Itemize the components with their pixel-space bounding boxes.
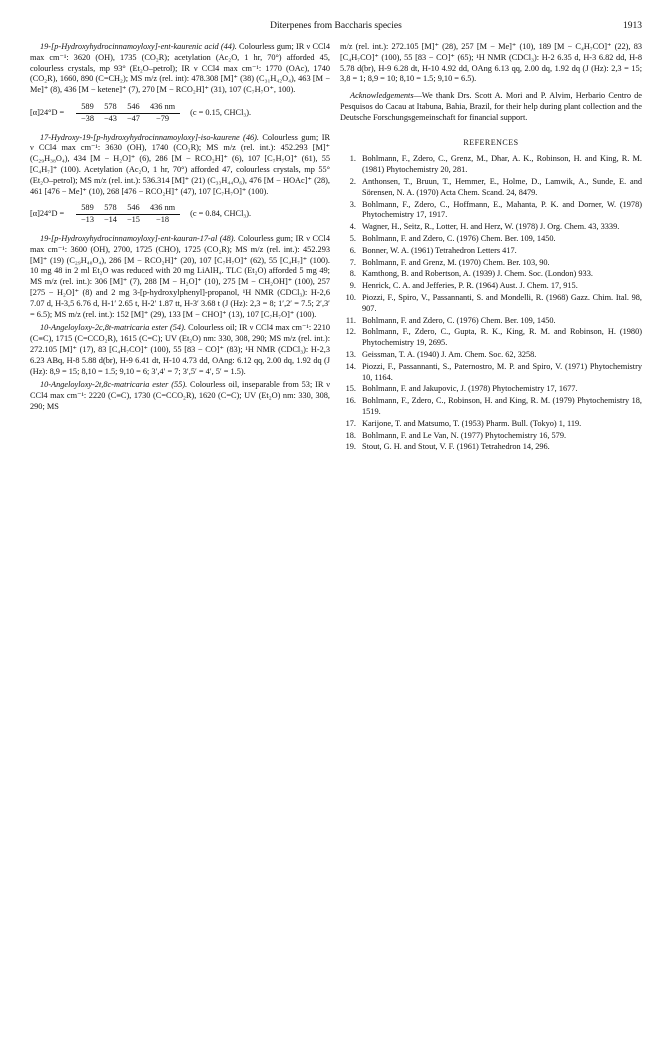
rotation-value: −38 — [81, 113, 94, 123]
reference-text: Kamthong, B. and Robertson, A. (1939) J. Chem. Soc. (London) 933. — [362, 269, 593, 279]
reference-item — [340, 281, 642, 292]
reference-item — [340, 419, 642, 430]
reference-number: 12. — [345, 327, 356, 337]
compound-44-name: 19-[p-Hydroxyhydrocinnamoyloxy]-ent-kaurenic acid (44). — [40, 42, 237, 51]
reference-item — [340, 327, 642, 349]
wavelength: 589 — [76, 102, 99, 113]
rotation-table — [76, 203, 180, 226]
rotation-value: −14 — [103, 215, 117, 225]
reference-number: 19. — [345, 442, 356, 452]
reference-text: Piozzi, F., Spiro, V., Passannanti, S. and Mondelli, R. (1968) Gazz. Chim. Ital. 98, 907. — [362, 292, 642, 313]
reference-item — [340, 396, 642, 418]
reference-text: Bohlmann, F., Zdero, C., Robinson, H. and King, R. M. (1979) Phytochemistry 18, 1519. — [362, 396, 642, 416]
reference-number: 18. — [345, 430, 356, 440]
rotation-value: −13 — [81, 215, 94, 225]
wavelength: 436 nm — [145, 102, 180, 113]
reference-number: 14. — [345, 361, 356, 371]
compound-48-text: Colourless gum; IR ν CCl4 max cm⁻¹: 3600 (OH), 2700, 1725 (CHO), 1725 (CO₂R); MS m/z (rel. int.): 452.293 [M]⁺ (19) (C₂₉H₄₀O₄), 286 [M − RCO₂H]⁺ (20), 107 [C₇H₇O]⁺ (62), 55 [C₄H₇]⁺ (100). 10 mg 48 in 2 ml Et₂O was reduced with 20 mg LiAlH₄. TLC (Et₂O) afforded 5 mg 49; MS m/z (rel. int.): 306 [M]⁺ (7), 288 [M − H₂O]⁺ (10), 275 [M − CH₂OH]⁺ (100), 257 [275 − H₂O]⁺ (8) and 2 mg 3-[p-hydroxylphenyl]-propanol, ¹H NMR (CDCl₃): H-2,6 7.07 d, H-3,5 6.76 d, H-1′ 2.65 t, H-2′ 1.87 tt, H-3′ 3.68 t (J (Hz): 2,3 = 8; 1′,2′ = 7.5; 2′,3′ = 6.5); MS m/z (rel. int.): 152 [M]⁺ (29), 133 [M − CHO]⁺ (13), 107 [C₇H₇O]⁺ (100). — [30, 233, 330, 319]
wavelength: 578 — [99, 203, 122, 214]
reference-item — [340, 154, 642, 176]
reference-item — [340, 258, 642, 269]
compound-46-paragraph — [30, 133, 330, 198]
compound-46-name: 17-Hydroxy-19-[p-hydroxyhydrocinnamoyloxy]-iso-kaurene (46). — [40, 132, 259, 142]
reference-text: Bohlmann, F. and Le Van, N. (1977) Phytochemistry 16, 579. — [362, 430, 567, 440]
compound-48-name: 19-[p-Hydroxyhydrocinnamoyloxy]-ent-kauran-17-al (48). — [40, 233, 236, 243]
reference-number: 15. — [345, 384, 356, 394]
reference-text: Stout, G. H. and Stout, V. F. (1961) Tetrahedron 14, 296. — [362, 442, 550, 452]
reference-text: Bohlmann, F., Zdero, C., Grenz, M., Dhar, A. K., Robinson, H. and King, R. M. (1981) Phytochemistry 20, 281. — [362, 154, 642, 175]
reference-list — [340, 154, 642, 453]
reference-number: 7. — [349, 257, 356, 267]
reference-text: Wagner, H., Seitz, R., Lotter, H. and Herz, W. (1978) J. Org. Chem. 43, 3339. — [362, 222, 620, 232]
right-column — [340, 42, 642, 454]
rotation-value: −18 — [156, 215, 169, 225]
rotation-value: −47 — [126, 113, 140, 123]
reference-text: Piozzi, F., Passannanti, S., Paternostro, M. P. and Spiro, V. (1971) Phytochemistry 10, 1164. — [362, 361, 642, 382]
reference-text: Karijone, T. and Matsumo, T. (1953) Pharm. Bull. (Tokyo) 1, 119. — [362, 418, 582, 428]
page-number: 1913 — [623, 21, 642, 31]
acknowledgements — [340, 91, 642, 123]
rotation-label: [α]24°D = — [30, 107, 65, 117]
reference-item — [340, 384, 642, 395]
wavelength: 546 — [122, 203, 145, 214]
reference-item — [340, 350, 642, 361]
reference-number: 11. — [345, 315, 356, 325]
reference-item — [340, 234, 642, 245]
left-column — [30, 42, 330, 416]
reference-number: 5. — [349, 233, 356, 243]
compound-55-name: 10-Angeloyloxy-2t,8c-matricaria ester (55). — [40, 380, 188, 390]
compound-55-paragraph — [30, 380, 330, 412]
compound-54-name: 10-Angeloyloxy-2c,8t-matricaria ester (54). — [40, 323, 186, 333]
reference-item — [340, 431, 642, 442]
wavelength: 578 — [99, 102, 122, 113]
reference-text: Bohlmann, F. and Zdero, C. (1976) Chem. Ber. 109, 1450. — [362, 233, 556, 243]
reference-text: Bohlmann, F., Zdero, C., Gupta, R. K., King, R. M. and Robinson, H. (1980) Phytochemistry 19, 2695. — [362, 327, 642, 348]
compound-46-text: Colourless gum; IR ν CCl4 max cm⁻¹: 3630 (OH), 1740 (CO₂R); MS m/z (rel. int.): 452.293 [M]⁺ (C₂₉H₃₈O₄), 434 [M − H₂O]⁺ (6), 286 [M − RCO₂H]⁺ (6), 107 [C₇H₇O]⁺ (61), 55 [C₄H₇]⁺ (100). Acetylation (Ac₂O, 1 hr, 70°) afforded 47, colourless crystals, mp 55° (Et₂O–petrol); MS m/z (rel. int.): 536.314 [M]⁺ (21) (C₃₃H₄₄O₆), 476 [M − HOAc]⁺ (28), 461 [476 − Me]⁺ (10), 268 [476 − RCO₂H]⁺ (47), 107 [C₇H₇O]⁺ (100). — [30, 132, 331, 196]
reference-text: Bohlmann, F. and Grenz, M. (1970) Chem. Ber. 103, 90. — [362, 257, 550, 267]
reference-number: 9. — [349, 281, 356, 291]
reference-item — [340, 316, 642, 327]
acknowledgements-text: —We thank Drs. Scott A. Mori and P. Alvim, Herbario Centro de Pesquisos do Cacau at Itabuna, Bahia, Brazil, for their help during plant collection and the Deutsche Forschungsgemeinschaft for financial support. — [340, 91, 642, 122]
reference-text: Geissman, T. A. (1940) J. Am. Chem. Soc. 62, 3258. — [362, 349, 537, 359]
reference-text: Henrick, C. A. and Jefferies, P. R. (1964) Aust. J. Chem. 17, 915. — [362, 281, 578, 291]
references-heading: REFERENCES — [463, 137, 519, 147]
reference-item — [340, 269, 642, 280]
reference-text: Anthonsen, T., Bruun, T., Hemmer, E., Holme, D., Lamwik, A., Sunde, E. and Sörensen, N. A. (1970) Acta Chem. Scand. 24, 8479. — [362, 176, 642, 197]
reference-number: 10. — [345, 292, 356, 302]
reference-item — [340, 177, 642, 199]
reference-number: 1. — [349, 154, 356, 164]
rotation-label: [α]24°D = — [30, 209, 65, 219]
reference-number: 16. — [345, 396, 356, 406]
optical-rotation-46 — [30, 203, 330, 226]
wavelength: 436 nm — [145, 203, 180, 214]
rotation-table — [76, 102, 180, 125]
reference-number: 8. — [349, 269, 356, 279]
compound-55-text: Colourless oil, inseparable from 53; IR ν CCl4 max cm⁻¹: 2220 (C≡C), 1730 (C=CCO₂R), 1620 (C=C); UV (Et₂O) nm: 330, 308, 290; MS — [30, 380, 331, 411]
rotation-value: −43 — [103, 113, 117, 123]
wavelength: 589 — [76, 203, 99, 214]
continuation-paragraph: m/z (rel. int.): 272.105 [M]⁺ (28), 257 [M − Me]⁺ (10), 189 [M − C₄H₇CO]⁺ (22), 83 [C₄H₇CO]⁺ (100), 55 [83 − CO]⁺ (65); ¹H NMR (CDCl₃): H-2 6.35 d, H-3 6.82 dd, H-8 5.78 d(br), H-9 6.28 dt, H-10 4.92 dd, OAng 6.13 qq, 2.00 dq, 1.92 dq (J (Hz): 2,3 = 15; 3,8 = 1; 8,9 = 10; 8,10 = 1.5; 9,10 = 6.5). — [340, 42, 642, 84]
wavelength: 546 — [122, 102, 145, 113]
reference-number: 13. — [345, 349, 356, 359]
reference-number: 4. — [349, 222, 356, 232]
reference-item — [340, 222, 642, 233]
acknowledgements-label: Acknowledgements — [350, 91, 414, 101]
reference-number: 2. — [349, 176, 356, 186]
rotation-value: −79 — [156, 113, 169, 123]
compound-54-paragraph — [30, 323, 330, 377]
running-title: Diterpenes from Baccharis species — [270, 21, 402, 31]
optical-rotation-44 — [30, 102, 330, 125]
rotation-value: −15 — [126, 215, 140, 225]
reference-text: Bonner, W. A. (1961) Tetrahedron Letters 417. — [362, 245, 517, 255]
reference-item — [340, 293, 642, 315]
rotation-conditions: (c = 0.84, CHCl₃). — [190, 209, 252, 219]
reference-text: Bohlmann, F. and Jakupovic, J. (1978) Phytochemistry 17, 1677. — [362, 384, 578, 394]
reference-item — [340, 362, 642, 384]
reference-text: Bohlmann, F. and Zdero, C. (1976) Chem. Ber. 109, 1450. — [362, 315, 556, 325]
compound-44-text: Colourless gum; IR ν CCl4 max cm⁻¹: 3620 (OH), 1735 (CO₂R); acetylation (Ac₂O, 1 hr, 70°) afforded 45, colourless crystals, mp 93° (Et₂O–petrol); IR ν CCl4 max cm⁻¹: 1770 (OAc), 1740 (CO₂R), 1660, 890 (C=CH₂); MS m/z (rel. int): 478.308 [M]⁺ (38) (C₃₁H₄₂O₄), 463 [M − Me]⁺ (8), 436 [M − ketene]⁺ (7), 270 [M − RCO₂H]⁺ (31), 107 (C₇H₇O⁺, 100). — [30, 42, 330, 95]
compound-54-text: Colourless oil; IR ν CCl4 max cm⁻¹: 2210 (C≡C), 1715 (C=CCO₂R), 1615 (C=C); UV (Et₂O) nm: 330, 308, 290; MS m/z (rel. int.): 272.105 [M]⁺ (17), 83 [C₄H₇CO]⁺ (100), 55 [83 − CO]⁺ (83); ¹H NMR (CDCl₃): H-2,3 6.23 ABq, H-8 5.88 d(br), H-9 6.41 dt, H-10 4.73 dd, OAng: 6.12 qq, 2.00 dq, 1.92 dq (J (Hz): 8,9 = 15; 8,10 = 1.5; 9,10 = 6; 3′,4′ = 7; 3′,5′ = 4′, 5′ = 1.5). — [30, 323, 330, 376]
reference-number: 17. — [345, 418, 356, 428]
rotation-conditions: (c = 0.15, CHCl₃). — [190, 107, 252, 117]
page-header — [30, 21, 642, 35]
reference-text: Bohlmann, F., Zdero, C., Hoffmann, E., Mahanta, P. K. and Dorner, W. (1978) Phytochemistry 17, 1917. — [362, 199, 642, 220]
compound-48-paragraph — [30, 234, 330, 320]
reference-item — [340, 246, 642, 257]
reference-item — [340, 200, 642, 222]
reference-item — [340, 442, 642, 453]
reference-number: 6. — [349, 245, 356, 255]
compound-44-paragraph — [30, 42, 330, 96]
reference-number: 3. — [349, 199, 356, 209]
